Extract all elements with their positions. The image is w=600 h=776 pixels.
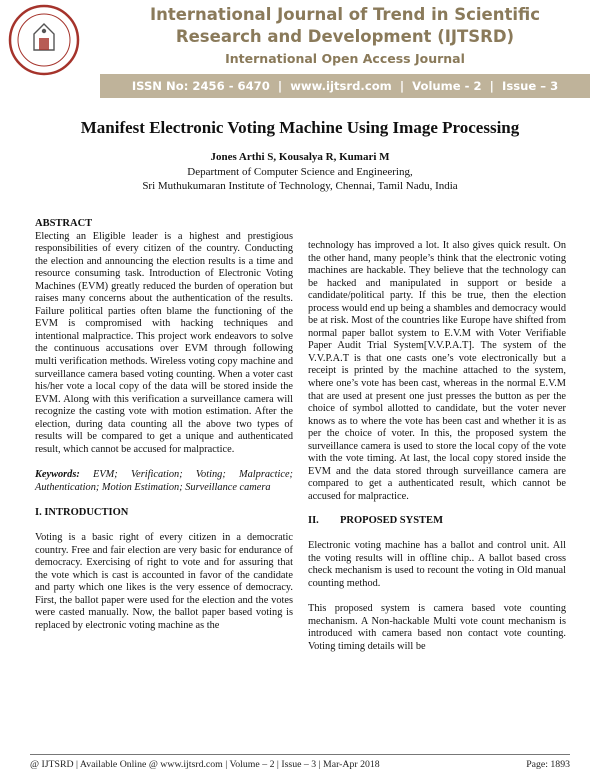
paper-authors: Jones Arthi S, Kousalya R, Kumari M [210, 151, 390, 163]
journal-subtitle: International Open Access Journal [225, 51, 465, 66]
separator: | [489, 79, 494, 93]
institution: Sri Muthukumaran Institute of Technology, Chennai, Tamil Nadu, India [142, 179, 458, 192]
proposed-para2: This proposed system is camera based vote counting mechanism. A Non-hackable Multi vote count mechanism is introduced with camera based non contact vote counting. Voting timing details will be [308, 603, 566, 652]
proposed-para1: Electronic voting machine has a ballot and control unit. All the voting results will in offline chip.. A ballot based cross check mechanism is used to recount the voting in Old manual counting method. [308, 540, 566, 589]
journal-logo-icon [8, 4, 80, 76]
keywords-text: EVM; Verification; Voting; Malpractice; Authentication; Motion Estimation; Surveillance camera [35, 469, 293, 493]
journal-info-band [100, 74, 590, 98]
section2-heading [308, 515, 566, 528]
page-number: Page: 1893 [526, 759, 570, 770]
journal-title-line1: International Journal of Trend in Scientific [149, 5, 541, 24]
left-column [35, 218, 293, 632]
keywords [35, 469, 293, 494]
section2-title: PROPOSED SYSTEM [340, 515, 443, 527]
department: Department of Computer Science and Engineering, [187, 166, 413, 178]
issue-text: Issue – 3 [502, 79, 559, 93]
introduction-text: Voting is a basic right of every citizen in a democratic country. Free and fair election are very basic for endurance of democracy. Exercising of right to vote and for assuring that the vote which is cast is accounted in favor of the candidate and party which one likes is the very essence of democracy. First, the ballot paper were used for the election and the votes were casted manually. Now, the ballot paper based voting is replaced by electronic voting machine as the [35, 532, 293, 631]
paper-affiliation [0, 166, 600, 193]
separator: | [277, 79, 283, 93]
right-column [308, 240, 566, 653]
introduction-heading: I. INTRODUCTION [35, 507, 129, 519]
journal-header [0, 0, 600, 104]
abstract-heading: ABSTRACT [35, 218, 93, 229]
journal-title [100, 4, 590, 48]
footer-text: @ IJTSRD | Available Online @ www.ijtsrd.com | Volume – 2 | Issue – 3 | Mar-Apr 2018 [30, 759, 380, 770]
paper-title: Manifest Electronic Voting Machine Using Image Processing [80, 118, 520, 137]
page-footer [30, 754, 570, 770]
website-text: www.ijtsrd.com [290, 79, 392, 93]
issn-text: ISSN No: 2456 - 6470 [131, 79, 270, 93]
continuation-text: technology has improved a lot. It also gives quick result. On the other hand, many people’s think that the electronic voting machines are hackable. They believe that the technology can be hacked and manipulated in support or beside a candidate/political party. If this be true, then the election process would end up being a shambles and democracy would be at risk. Most of the countries like Europe have shifted from normal paper ballot system to E.V.M with Voter Verifiable Paper Audit Trial System[V.V.P.A.T]. The system of the V.V.P.A.T is that one casts one’s vote electronically but a receipt is printed by the machine attached to the system, where one’s vote has been cast, whereas in the normal E.V.M that are used at present one just presses the button as per the choice of symbol allotted to candidate, but the voter never knows as to where the vote has been cast and whether it is as per the choice of voter. In this, the proposed system the surveillance camera is used to store the local copy of the vote with the vote timing. At last, the local copy stored inside the EVM and the data stored through surveillance camera are compared to get a authenticated result, which cannot be accused for malpractice. [308, 240, 566, 502]
abstract-text: Electing an Eligible leader is a highest and prestigious responsibilities of every citizen of the country. Conducting the election and announcing the election results is a time and resource consuming task. Introduction of Electronic Voting Machines (EVM) greatly reduced the burden of operation but raises many concerns about the authentication of the results. Failure political parties often blame the functioning of the EVM is compromised with hacking techniques and intentional malpractice. This project work endeavors to solve the continuous accusations over EVM through following multi verification methods. Wireless voting copy machine and surveillance camera based voting counting. When a voter cast his/her vote a local copy of the data will be stored inside the EVM. Along with this verification a surveillance camera will recognize the casting vote with motion estimation. After the election, during data counting all the above two types of results will be compared to get a unique and authenticated result, which cannot be accused for malpractice. [35, 230, 293, 455]
volume-text: Volume - 2 [412, 79, 482, 93]
journal-title-line2: Research and Development (IJTSRD) [175, 27, 515, 46]
separator: | [399, 79, 405, 93]
keywords-label: Keywords: [35, 469, 80, 481]
section2-number: II. [308, 515, 319, 527]
